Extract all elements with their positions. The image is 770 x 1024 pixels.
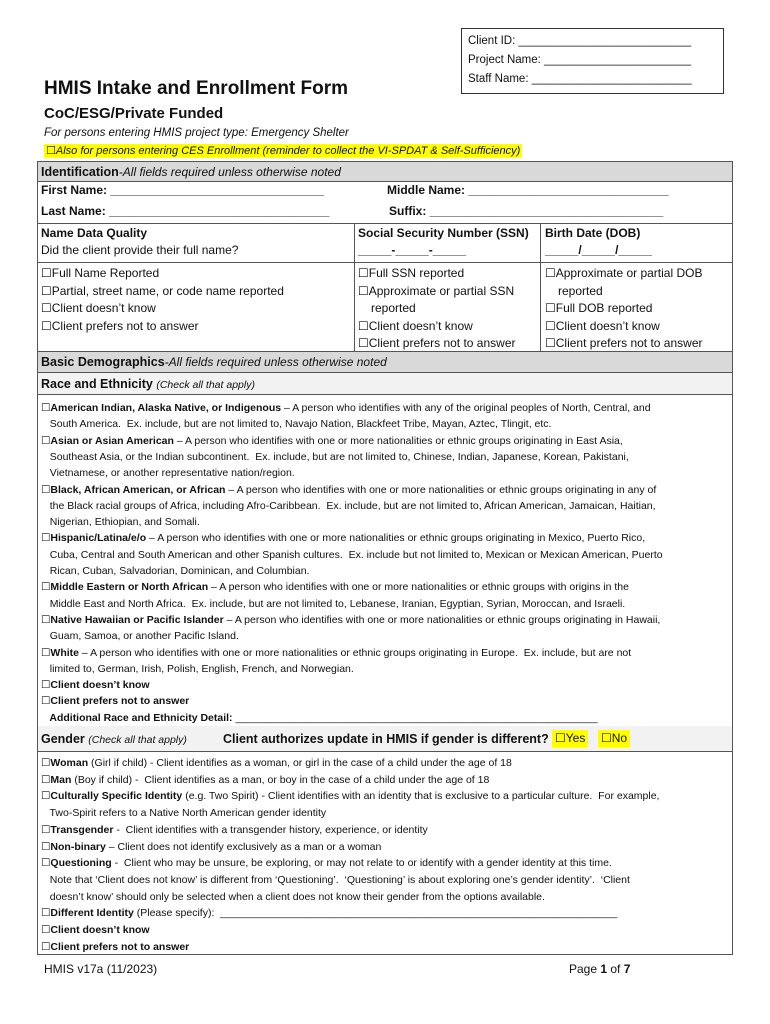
dob-option[interactable]: ☐Full DOB reported	[545, 301, 653, 315]
gender-option-checkbox[interactable]	[41, 788, 659, 804]
ssn-option-cont: reported	[371, 301, 416, 315]
race-option-checkbox[interactable]	[41, 433, 623, 449]
race-option-label: ☐White	[41, 646, 79, 659]
ssn-label: Social Security Number (SSN)	[358, 226, 529, 240]
staff-name-field[interactable]: Staff Name: _________________________	[468, 73, 692, 85]
page-total: 7	[623, 962, 631, 976]
page-of: of	[607, 962, 624, 976]
race-header	[38, 373, 732, 395]
gender-option-checkbox[interactable]	[41, 939, 189, 955]
demographics-heading-note: -All fields required unless otherwise noted	[164, 355, 387, 369]
ces-enrollment-checkbox[interactable]: ☐Also for persons entering CES Enrollment (reminder to collect the VI-SPDAT & Self-Sufficiency)	[46, 145, 521, 157]
last-name-field[interactable]: Last Name: _________________________________	[41, 204, 330, 218]
gender-option-description: (Girl if child) - Client identifies as a woman, or girl in the case of a child under the age of 18	[88, 757, 512, 769]
race-option-text	[41, 547, 663, 563]
gender-option-description: doesn’t know’ should only be selected when a client does not know their gender from the options available.	[41, 890, 545, 903]
gender-option-checkbox[interactable]	[41, 772, 489, 788]
gender-update-question: Client authorizes update in HMIS if gender is different?	[223, 732, 549, 746]
race-option-text	[41, 465, 295, 481]
gender-option-description: - Client identifies with a transgender history, experience, or identity	[113, 823, 428, 836]
race-option-description: – A person who identifies with one or more nationalities or ethnic groups originating in Hawaii,	[223, 613, 661, 626]
gender-update-yes[interactable]: ☐Yes	[552, 730, 588, 747]
project-name-field[interactable]: Project Name: _______________________	[468, 54, 692, 66]
race-option-text	[41, 628, 239, 644]
gender-option-checkbox[interactable]	[41, 822, 428, 838]
name-option[interactable]: ☐Partial, street name, or code name reported	[41, 284, 284, 298]
race-option-description: Vietnamese, or another representative nation/region.	[41, 467, 295, 480]
race-option-label: ☐Client doesn’t know	[41, 679, 150, 692]
gender-update-no[interactable]: ☐No	[598, 730, 630, 747]
race-note: (Check all that apply)	[156, 379, 255, 391]
race-option-text	[41, 596, 625, 612]
gender-option-label: ☐Woman	[41, 757, 89, 769]
gender-option-description: (e.g. Two Spirit) - Client identifies with an identity that is exclusive to a particular culture. For example,	[182, 790, 660, 803]
race-option-checkbox[interactable]	[41, 612, 660, 628]
gender-note: (Check all that apply)	[88, 734, 187, 746]
race-option-label: ☐American Indian, Alaska Native, or Indigenous	[41, 402, 282, 414]
identification-heading-note: -All fields required unless otherwise noted	[118, 165, 341, 179]
gender-option-checkbox[interactable]	[41, 905, 617, 921]
race-option-checkbox[interactable]	[41, 579, 629, 595]
identification-header	[38, 162, 732, 182]
gender-option-text	[41, 872, 630, 888]
gender-option-label: ☐Questioning	[41, 857, 112, 870]
gender-option-checkbox[interactable]	[41, 922, 150, 938]
dob-option[interactable]: ☐Approximate or partial DOB	[545, 266, 703, 280]
gender-option-description: - Client who may be unsure, be exploring, or may not relate to or identify with a gender identity at this time.	[111, 857, 612, 870]
project-type-note: For persons entering HMIS project type: Emergency Shelter	[44, 127, 349, 139]
page-subtitle: CoC/ESG/Private Funded	[44, 105, 224, 122]
race-option-description: Guam, Samoa, or another Pacific Island.	[41, 630, 239, 643]
race-option-text	[41, 514, 200, 530]
gender-option-description: Note that ‘Client does not know’ is different from ‘Questioning’. ‘Questioning’ is about exploring one’s gender identity’. ‘Client	[41, 873, 630, 886]
form-version: HMIS v17a (11/2023)	[44, 962, 158, 976]
gender-option-description: (Boy if child) - Client identifies as a man, or boy in the case of a child under the age of 18	[71, 773, 490, 786]
gender-option-description: Two-Spirit refers to a Native North American gender identity	[41, 807, 327, 820]
gender-option-text	[41, 889, 545, 905]
race-option-text	[41, 661, 354, 677]
identification-heading: Identification	[41, 165, 119, 179]
name-option[interactable]: ☐Client prefers not to answer	[41, 319, 199, 333]
demographics-heading: Basic Demographics	[41, 355, 165, 369]
race-option-label: ☐Black, African American, or African	[41, 483, 226, 496]
race-option-checkbox[interactable]	[41, 530, 645, 546]
gender-option-text	[41, 805, 326, 821]
dob-field[interactable]: _____/_____/_____	[545, 243, 652, 257]
gender-heading: Gender	[41, 732, 85, 746]
gender-option-checkbox[interactable]	[41, 855, 612, 871]
race-option-description: ______________________________________________________________	[232, 711, 598, 724]
gender-option-label: ☐Non-binary	[41, 840, 106, 853]
gender-option-label: ☐Client doesn’t know	[41, 924, 150, 936]
race-option-description: South America. Ex. include, but are not limited to, Navajo Nation, Blackfeet Tribe, Mayan, Aztec, Tlingit, etc.	[41, 418, 552, 431]
race-option-label: ☐Native Hawaiian or Pacific Islander	[41, 613, 224, 626]
form-frame	[37, 161, 733, 955]
race-option-description: Rican, Cuban, Salvadorian, Dominican, and Columbian.	[41, 565, 310, 577]
race-option-text	[41, 498, 656, 514]
race-option-label: Additional Race and Ethnicity Detail:	[41, 711, 233, 724]
dob-label: Birth Date (DOB)	[545, 226, 641, 240]
name-option[interactable]: ☐Client doesn’t know	[41, 301, 156, 315]
race-option-checkbox[interactable]	[41, 482, 656, 498]
name-option[interactable]: ☐Full Name Reported	[41, 266, 160, 280]
race-option-description: – A person who identifies with one or more nationalities or ethnic groups originating in any of	[225, 483, 657, 496]
race-option-description: – A person who identifies with one or more nationalities or ethnic groups originating in Europe. Ex. include, but are not	[79, 646, 632, 659]
race-option-description: – A person who identifies with one or more nationalities or ethnic groups with origins in the	[208, 581, 629, 594]
gender-option-label: ☐Different Identity	[41, 907, 134, 920]
gender-option-description: (Please specify): ____________________________________________________________________	[133, 907, 618, 920]
race-option-description: – A person who identifies with any of the original peoples of North, Central, and	[281, 402, 651, 414]
gender-option-description: – Client does not identify exclusively as a man or a woman	[105, 840, 382, 853]
ssn-field[interactable]: _____-_____-_____	[358, 243, 467, 257]
race-option-description: – A person who identifies with one or more nationalities or ethnic groups originating in Mexico, Puerto Rico,	[146, 532, 646, 545]
ssn-option[interactable]: ☐Client prefers not to answer	[358, 336, 516, 350]
ssn-option[interactable]: ☐Full SSN reported	[358, 266, 465, 280]
race-option-checkbox[interactable]	[41, 677, 150, 693]
gender-option-checkbox[interactable]	[41, 755, 512, 771]
race-option-description: Nigerian, Ethiopian, and Somali.	[41, 516, 200, 529]
gender-option-label: ☐Man	[41, 773, 72, 786]
ssn-option[interactable]: ☐Approximate or partial SSN	[358, 284, 515, 298]
race-option-label: ☐Middle Eastern or North African	[41, 581, 209, 594]
dob-option[interactable]: ☐Client doesn’t know	[545, 319, 660, 333]
race-option-description: Southeast Asia, or the Indian subcontinent. Ex. include, but are not limited to, Chinese, Indian, Japanese, Korean, Pakistani,	[41, 450, 629, 463]
race-option-description: the Black racial groups of Africa, including Afro-Caribbean. Ex. include, but are not limited to, African American, Jamaican, Haitian,	[41, 499, 656, 512]
gender-option-label: ☐Culturally Specific Identity	[41, 790, 183, 803]
name-quality-question: Did the client provide their full name?	[41, 243, 239, 257]
race-option-checkbox[interactable]	[41, 645, 631, 661]
race-option-description: – A person who identifies with one or more nationalities or ethnic groups originating in East Asia,	[173, 434, 623, 447]
demographics-header	[38, 351, 732, 373]
race-option-checkbox[interactable]	[41, 400, 651, 416]
gender-option-label: ☐Transgender	[41, 823, 114, 836]
race-option-label: ☐Asian or Asian American	[41, 434, 174, 447]
client-id-field[interactable]: Client ID: ___________________________	[468, 35, 692, 47]
page-number	[569, 962, 630, 976]
race-option-text	[41, 416, 551, 432]
dob-option-cont: reported	[558, 284, 603, 298]
gender-header	[38, 726, 732, 752]
gender-option-checkbox[interactable]	[41, 839, 381, 855]
dob-option[interactable]: ☐Client prefers not to answer	[545, 336, 703, 350]
race-option-label: ☐Client prefers not to answer	[41, 695, 190, 708]
race-heading: Race and Ethnicity	[41, 377, 153, 391]
race-option-text	[41, 563, 309, 579]
first-name-field[interactable]: First Name: ________________________________	[41, 183, 324, 197]
middle-name-field[interactable]: Middle Name: ______________________________	[387, 183, 669, 197]
name-quality-label: Name Data Quality	[41, 226, 148, 240]
race-option-label: ☐Hispanic/Latina/e/o	[41, 532, 147, 545]
gender-option-label: ☐Client prefers not to answer	[41, 940, 190, 953]
page-current: 1	[600, 962, 608, 976]
race-option-checkbox[interactable]	[41, 693, 189, 709]
suffix-field[interactable]: Suffix: ___________________________________	[389, 204, 664, 218]
race-option-text	[41, 449, 629, 465]
race-option-description: limited to, German, Irish, Polish, English, French, and Norwegian.	[41, 662, 354, 675]
page-prefix: Page	[569, 962, 601, 976]
race-option-description: Cuba, Central and South American and other Spanish cultures. Ex. include but not limited to, Mexican or Mexican American, Puerto	[41, 548, 663, 561]
page-title: HMIS Intake and Enrollment Form	[44, 78, 349, 99]
race-option-description: Middle East and North Africa. Ex. include, but are not limited to, Lebanese, Iranian, Egyptian, Syrian, Moroccan, and Israeli.	[41, 597, 626, 610]
client-info-box	[461, 28, 724, 94]
ssn-option[interactable]: ☐Client doesn’t know	[358, 319, 473, 333]
race-option-text	[41, 710, 598, 726]
